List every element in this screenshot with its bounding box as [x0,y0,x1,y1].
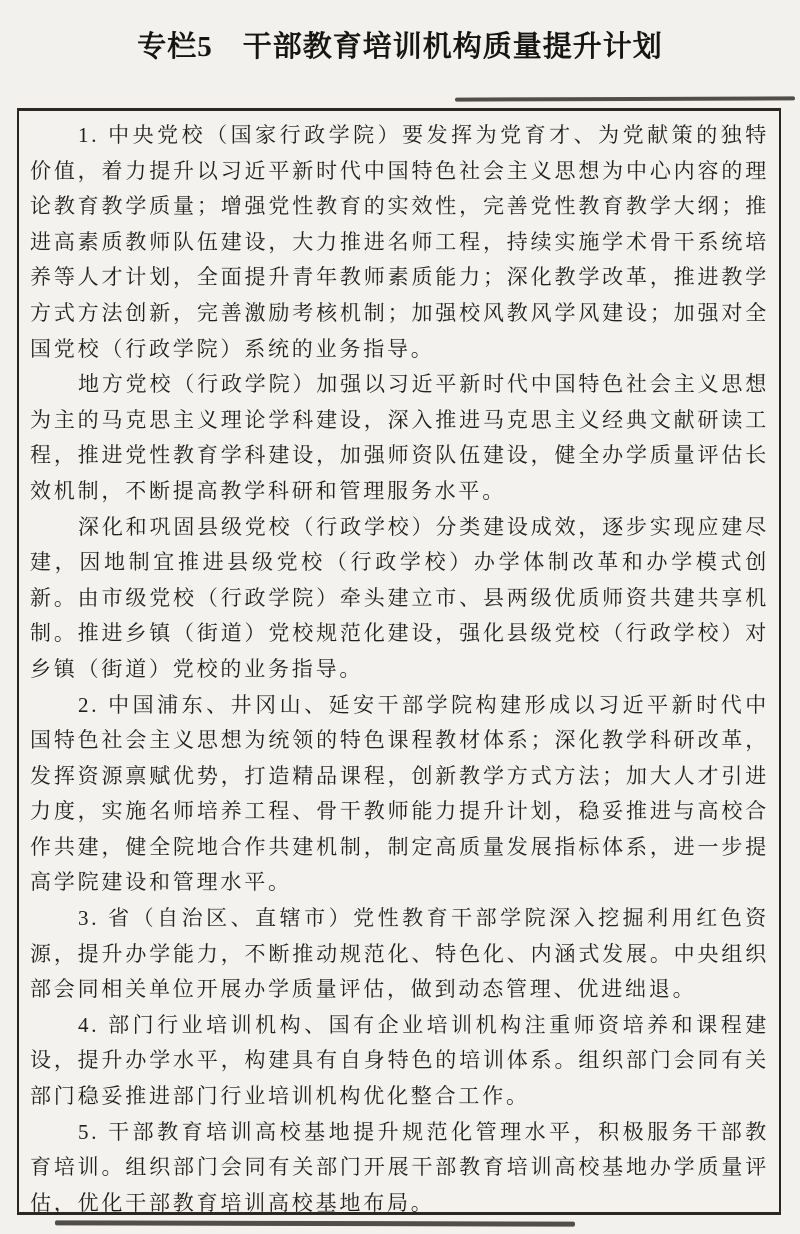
content-box [17,108,781,1215]
body-paragraph: 深化和巩固县级党校（行政学校）分类建设成效，逐步实现应建尽建，因地制宜推进县级党校（行政学校）办学体制改革和办学模式创新。由市级党校（行政学院）牵头建立市、县两级优质师资共建共享机制。推进乡镇（街道）党校规范化建设，强化县级党校（行政学校）对乡镇（街道）党校的业务指导。 [30,514,769,681]
body-paragraph: 4. 部门行业培训机构、国有企业培训机构注重师资培养和课程建设，提升办学水平，构建具有自身特色的培训体系。组织部门会同有关部门稳妥推进部门行业培训机构优化整合工作。 [30,1012,769,1109]
scan-artifact-bottom [55,1220,575,1226]
body-paragraph: 2. 中国浦东、井冈山、延安干部学院构建形成以习近平新时代中国特色社会主义思想为统领的特色课程教材体系；深化教学科研改革，发挥资源禀赋优势，打造精品课程，创新教学方式方法；加大人才引进力度，实施名师培养工程、骨干教师能力提升计划，稳妥推进与高校合作共建，健全院地合作共建机制，制定高质量发展指标体系，进一步提高学院建设和管理水平。 [30,692,769,895]
body-paragraph: 3. 省（自治区、直辖市）党性教育干部学院深入挖掘利用红色资源，提升办学能力，不断推动规范化、特色化、内涵式发展。中央组织部会同相关单位开展办学质量评估，做到动态管理、优进绌退。 [30,906,769,1002]
body-paragraph: 5. 干部教育培训高校基地提升规范化管理水平，积极服务干部教育培训。组织部门会同有关部门开展干部教育培训高校基地办学质量评估，优化干部教育培训高校基地布局。 [30,1119,769,1215]
scan-artifact-top [455,96,795,101]
body-paragraph: 1. 中央党校（国家行政学院）要发挥为党育才、为党献策的独特价值，着力提升以习近平新时代中国特色社会主义思想为中心内容的理论教育教学质量；增强党性教育的实效性，完善党性教育教学大纲；推进高素质教师队伍建设，大力推进名师工程，持续实施学术骨干系统培养等人才计划，全面提升青年教师素质能力；深化教学改革，推进教学方式方法创新，完善激励考核机制；加强校风教风学风建设；加强对全国党校（行政学院）系统的业务指导。 [30,123,769,361]
body-paragraph: 地方党校（行政学院）加强以习近平新时代中国特色社会主义思想为主的马克思主义理论学科建设，深入推进马克思主义经典文献研读工程，推进党性教育学科建设，加强师资队伍建设，健全办学质量评估长效机制，不断提高教学科研和管理服务水平。 [30,372,769,503]
page-title: 专栏5 干部教育培训机构质量提升计划 [137,31,663,63]
